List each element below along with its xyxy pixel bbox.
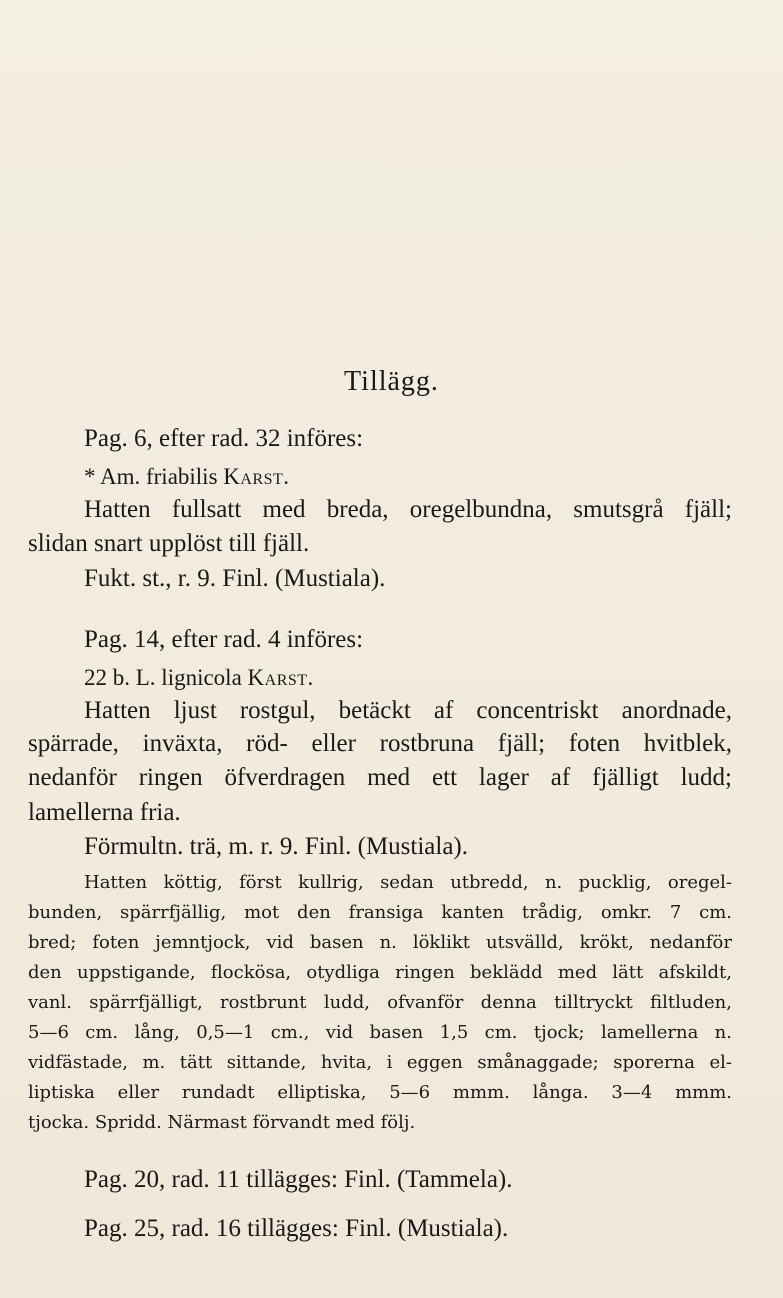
- section2-note-5: vanl. spärrfjälligt, rostbrunt ludd, ofvanför denna tilltryckt filtluden,: [28, 992, 732, 1013]
- section2-species-author: Karst.: [247, 665, 314, 690]
- section2-note-9: tjocka. Spridd. Närmast förvandt med följ.: [28, 1112, 416, 1133]
- section2-heading: Pag. 14, efter rad. 4 införes:: [84, 626, 364, 653]
- section2-line-1: Hatten ljust rostgul, betäckt af concentriskt anordnade,: [84, 697, 732, 724]
- section1-heading: Pag. 6, efter rad. 32 införes:: [84, 425, 364, 452]
- section1-species-name: * Am. friabilis: [84, 464, 224, 489]
- section1-line-3: Fukt. st., r. 9. Finl. (Mustiala).: [84, 565, 386, 592]
- section2-note-4: den uppstigande, flockösa, otydliga ringen beklädd med lätt afskildt,: [28, 962, 732, 983]
- section2-note-1: Hatten köttig, först kullrig, sedan utbredd, n. pucklig, oregel-: [84, 872, 732, 893]
- section2-line-4: lamellerna fria.: [28, 799, 181, 826]
- section2-note-2: bunden, spärrfjällig, mot den fransiga kanten trådig, omkr. 7 cm.: [28, 902, 732, 923]
- section2-line-5: Förmultn. trä, m. r. 9. Finl. (Mustiala).: [84, 833, 469, 860]
- addendum-line-2: Pag. 25, rad. 16 tillägges: Finl. (Mustiala).: [84, 1215, 509, 1242]
- page-title: Tillägg.: [344, 366, 439, 397]
- section1-species: [84, 465, 290, 488]
- section1-line-2: slidan snart upplöst till fjäll.: [28, 530, 310, 557]
- section2-note-8: liptiska eller rundadt elliptiska, 5—6 mmm. långa. 3—4 mmm.: [28, 1082, 732, 1103]
- section2-note-7: vidfästade, m. tätt sittande, hvita, i eggen smånaggade; sporerna el-: [28, 1052, 732, 1073]
- section2-species: [84, 666, 314, 689]
- section1-species-author: Karst.: [223, 464, 290, 489]
- section2-line-2: spärrade, inväxta, röd- eller rostbruna fjäll; foten hvitblek,: [28, 730, 732, 757]
- section2-note-6: 5—6 cm. lång, 0,5—1 cm., vid basen 1,5 cm. tjock; lamellerna n.: [28, 1022, 732, 1043]
- section2-note-3: bred; foten jemntjock, vid basen n. löklikt utsvälld, krökt, nedanför: [28, 932, 732, 953]
- section2-species-name: 22 b. L. lignicola: [84, 665, 248, 690]
- addendum-line-1: Pag. 20, rad. 11 tillägges: Finl. (Tammela).: [84, 1166, 513, 1193]
- section2-line-3: nedanför ringen öfverdragen med ett lager af fjälligt ludd;: [28, 764, 732, 791]
- section1-line-1: Hatten fullsatt med breda, oregelbundna, smutsgrå fjäll;: [84, 496, 732, 523]
